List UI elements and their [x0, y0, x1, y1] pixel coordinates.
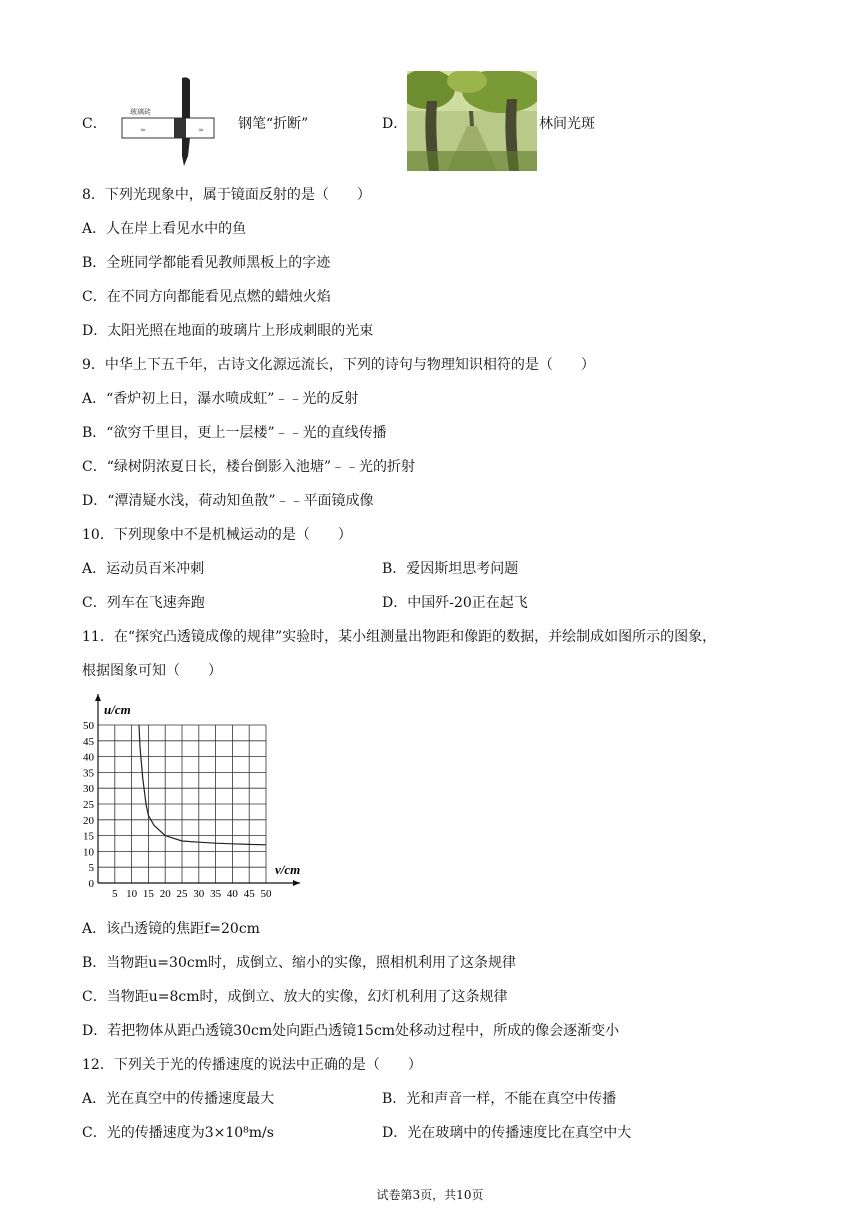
- x-tick-label: 45: [243, 888, 255, 900]
- svg-text:≈: ≈: [140, 126, 146, 134]
- pen-in-glass-illustration: [118, 76, 224, 168]
- option-c-letter: C．: [82, 116, 107, 132]
- q11-option-d: D．若把物体从距凸透镜30cm处向距凸透镜15cm处移动过程中，所成的像会逐渐变小: [82, 1023, 620, 1039]
- y-tick-label: 25: [83, 799, 94, 811]
- q9-option-c: C．“绿树阴浓夏日长，楼台倒影入池塘”﹣﹣光的折射: [82, 459, 416, 475]
- y-tick-label: 15: [83, 830, 94, 843]
- q9-option-a: A．“香炉初上日，瀑水喷成虹”﹣﹣光的反射: [82, 391, 359, 407]
- option-c-text: 钢笔“折断”: [238, 116, 309, 132]
- q11-option-c: C．当物距u=8cm时，成倒立、放大的实像，幻灯机利用了这条规律: [82, 989, 508, 1005]
- q10-option-a: A．运动员百米冲刺: [82, 561, 205, 577]
- y-tick-label: 0: [88, 878, 94, 890]
- q11-stem-line1: 11．在“探究凸透镜成像的规律”实验时，某小组测量出物距和像距的数据，并绘制成如图所示的图象，: [82, 629, 717, 645]
- x-tick-label: 20: [159, 888, 171, 900]
- series-curve: [139, 725, 266, 845]
- chart-x-ticks: [112, 888, 272, 900]
- x-tick-label: 30: [193, 888, 205, 900]
- q8-option-c: C．在不同方向都能看见点燃的蜡烛火焰: [82, 289, 331, 305]
- lens-image-distance-chart: [70, 690, 320, 910]
- x-tick-label: 40: [226, 888, 238, 900]
- q9-option-b: B．“欲穷千里目，更上一层楼”﹣﹣光的直线传播: [82, 425, 387, 441]
- q12-option-d: D．光在玻璃中的传播速度比在真空中大: [382, 1125, 632, 1141]
- q12-option-a: A．光在真空中的传播速度最大: [82, 1091, 275, 1107]
- y-tick-label: 35: [83, 767, 94, 780]
- y-tick-label: 50: [83, 720, 94, 732]
- q10-stem: 10．下列现象中不是机械运动的是（ ）: [82, 527, 352, 543]
- x-tick-label: 25: [176, 888, 188, 900]
- x-tick-label: 35: [210, 888, 222, 900]
- y-tick-label: 10: [83, 846, 94, 859]
- x-tick-label: 50: [260, 888, 272, 900]
- q8-option-d: D．太阳光照在地面的玻璃片上形成刺眼的光束: [82, 323, 374, 339]
- x-tick-label: 10: [126, 888, 138, 900]
- option-d-text: 林间光斑: [539, 116, 595, 132]
- y-tick-label: 30: [83, 783, 94, 796]
- q10-option-d: D．中国歼-20正在起飞: [382, 595, 528, 611]
- q8-option-b: B．全班同学都能看见教师黑板上的字迹: [82, 255, 331, 271]
- q11-option-a: A．该凸透镜的焦距f=20cm: [82, 921, 260, 937]
- y-tick-label: 5: [88, 862, 94, 875]
- q11-stem-line2: 根据图象可知（ ）: [82, 663, 222, 679]
- q11-option-b: B．当物距u=30cm时，成倒立、缩小的实像，照相机利用了这条规律: [82, 955, 516, 971]
- page-footer: 试卷第3页，共10页: [376, 1188, 484, 1202]
- chart-grid: [98, 725, 266, 883]
- x-tick-label: 5: [112, 888, 118, 900]
- y-axis-label: u/cm: [104, 702, 131, 717]
- q10-option-c: C．列车在飞速奔跑: [82, 595, 205, 611]
- y-tick-label: 45: [83, 735, 94, 748]
- q9-stem: 9．中华上下五千年，古诗文化源远流长，下列的诗句与物理知识相符的是（ ）: [82, 357, 595, 373]
- q12-stem: 12．下列关于光的传播速度的说法中正确的是（ ）: [82, 1057, 422, 1073]
- q12-option-b: B．光和声音一样，不能在真空中传播: [382, 1091, 617, 1107]
- glass-brick-label: 玻璃砖: [130, 108, 151, 116]
- q12-option-c: C．光的传播速度为3×10⁸m/s: [82, 1125, 274, 1141]
- q8-option-a: A．人在岸上看见水中的鱼: [82, 221, 247, 237]
- chart-axes: [95, 694, 300, 886]
- y-tick-label: 20: [83, 814, 94, 827]
- q8-stem: 8．下列光现象中，属于镜面反射的是（ ）: [82, 187, 371, 203]
- forest-light-spots-photo: [407, 71, 537, 171]
- y-axis-arrow: [95, 694, 101, 701]
- q9-option-d: D．“潭清疑水浅，荷动知鱼散”﹣﹣平面镜成像: [82, 493, 374, 509]
- q10-option-b: B．爱因斯坦思考问题: [382, 561, 519, 577]
- chart-y-ticks: [83, 720, 95, 890]
- x-axis-arrow: [293, 880, 300, 886]
- x-tick-label: 15: [142, 888, 154, 900]
- y-tick-label: 40: [83, 751, 94, 764]
- option-d-letter: D．: [382, 116, 408, 132]
- svg-text:≈: ≈: [198, 126, 204, 134]
- x-axis-label: v/cm: [275, 862, 301, 877]
